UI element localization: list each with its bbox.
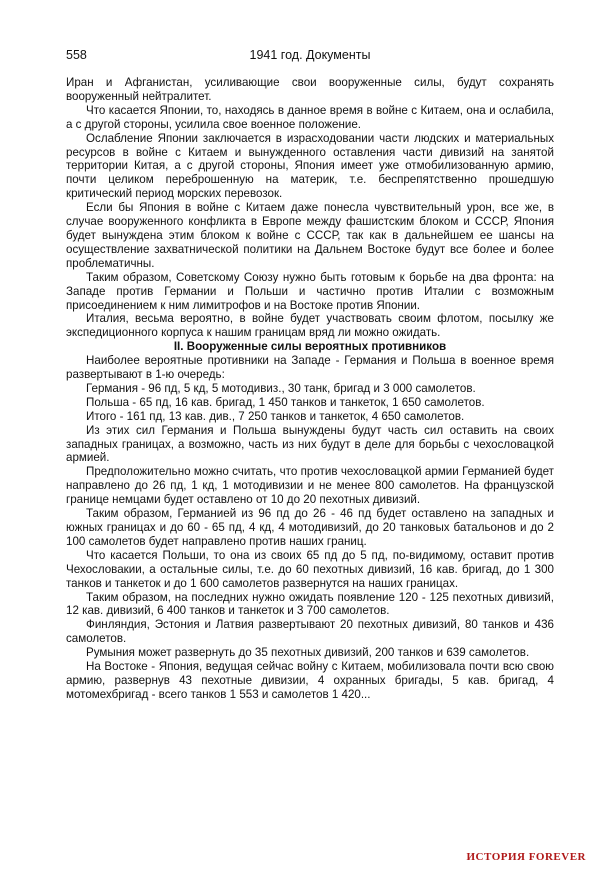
section-heading: II. Вооруженные силы вероятных противников [173, 340, 447, 354]
document-body [66, 76, 554, 702]
paragraph: Таким образом, на последних нужно ожидать появление 120 - 125 пехотных дивизий, 12 кав. дивизий, 6 400 танков и танкеток и 3 700 самолетов. [66, 590, 554, 618]
forces-item: Германия - 96 пд, 5 кд, 5 мотодивиз., 30 танк, бригад и 3 000 самолетов. [86, 381, 476, 395]
paragraph: Предположительно можно считать, что против чехословацкой армии Германией будет направлено до 26 пд, 1 кд, 1 мотодивизии и не менее 800 самолетов. На французской границе немцами будет оставлено от 10 до 20 пехотных дивизий. [66, 465, 554, 507]
paragraph: Что касается Польши, то она из своих 65 пд до 5 пд, по-видимому, оставит против Чехословакии, а остальные силы, т.е. до 60 пехотных дивизий, 16 кав. бригад, до 1 300 танков и танкеток и до 1 600 самолетов развернутся на наших границах. [66, 548, 554, 590]
forces-item: Итого - 161 пд, 13 кав. див., 7 250 танков и танкеток, 4 650 самолетов. [86, 409, 465, 423]
page-number: 558 [66, 48, 87, 62]
paragraph: Италия, весьма вероятно, в войне будет участвовать своим флотом, посылку же экспедиционного корпуса к нашим границам вряд ли можно ожидать. [66, 312, 554, 340]
watermark: ИСТОРИЯ FOREVER [466, 851, 586, 863]
paragraph: Финляндия, Эстония и Латвия развертывают 20 пехотных дивизий, 80 танков и 436 самолетов. [66, 618, 554, 646]
forces-item: Польша - 65 пд, 16 кав. бригад, 1 450 танков и танкеток, 1 650 самолетов. [86, 395, 485, 409]
paragraph: Что касается Японии, то, находясь в данное время в войне с Китаем, она и ослабила, а с другой стороны, усилила свое военное положение. [66, 103, 554, 131]
forces-list [66, 382, 554, 424]
paragraph: Румыния может развернуть до 35 пехотных дивизий, 200 танков и 639 самолетов. [86, 646, 530, 660]
paragraph: Таким образом, Советскому Союзу нужно быть готовым к борьбе на два фронта: на Западе против Германии и Польши и частично против Италии с возможным присоединением к ним лимитрофов и на Востоке против Японии. [66, 270, 554, 312]
paragraph: Если бы Япония в войне с Китаем даже понесла чувствительный урон, все же, в случае вооруженного конфликта в Европе между фашистским блоком и СССР, Япония будет вынуждена этим блоком к войне с СССР, так как в дальнейшем ее шансы на осуществление захватнической политики на Дальнем Востоке будут все более и более проблематичны. [66, 201, 554, 270]
paragraph: Из этих сил Германия и Польша вынуждены будут часть сил оставить на своих западных границах, а возможно, часть из них будут в деле для борьбы с чехословацкой армией. [66, 423, 554, 465]
paragraph: Иран и Афганистан, усиливающие свои вооруженные силы, будут сохранять вооруженный нейтралитет. [66, 76, 554, 103]
page-header [66, 48, 554, 70]
running-title: 1941 год. Документы [249, 48, 371, 62]
paragraph: Таким образом, Германией из 96 пд до 26 - 46 пд будет оставлено на западных и южных границах и до 60 - 65 пд, 4 кд, 4 мотодивизий, до 20 танковых батальонов и до 2 100 самолетов будет направлено против наших границ. [66, 507, 554, 548]
paragraph: На Востоке - Япония, ведущая сейчас войну с Китаем, мобилизовала почти всю свою армию, развернув 43 пехотные дивизии, 4 охранных бригады, 5 кав. бригад, 4 мотомехбригад - всего танков 1 553 и самолетов 1 420... [66, 660, 554, 701]
section-intro: Наиболее вероятные противники на Западе - Германия и Польша в военное время развертывают в 1-ю очередь: [66, 354, 554, 382]
document-page [66, 48, 554, 702]
paragraph: Ослабление Японии заключается в израсходовании части людских и материальных ресурсов в войне с Китаем и вынужденного оставления части дивизий на занятой территории Китая, а с другой стороны, Япония имеет уже отмобилизованную армию, почти целиком переброшенную на материк, т.е. беспрепятственно прошедшую критический период морских перевозок. [66, 131, 554, 201]
